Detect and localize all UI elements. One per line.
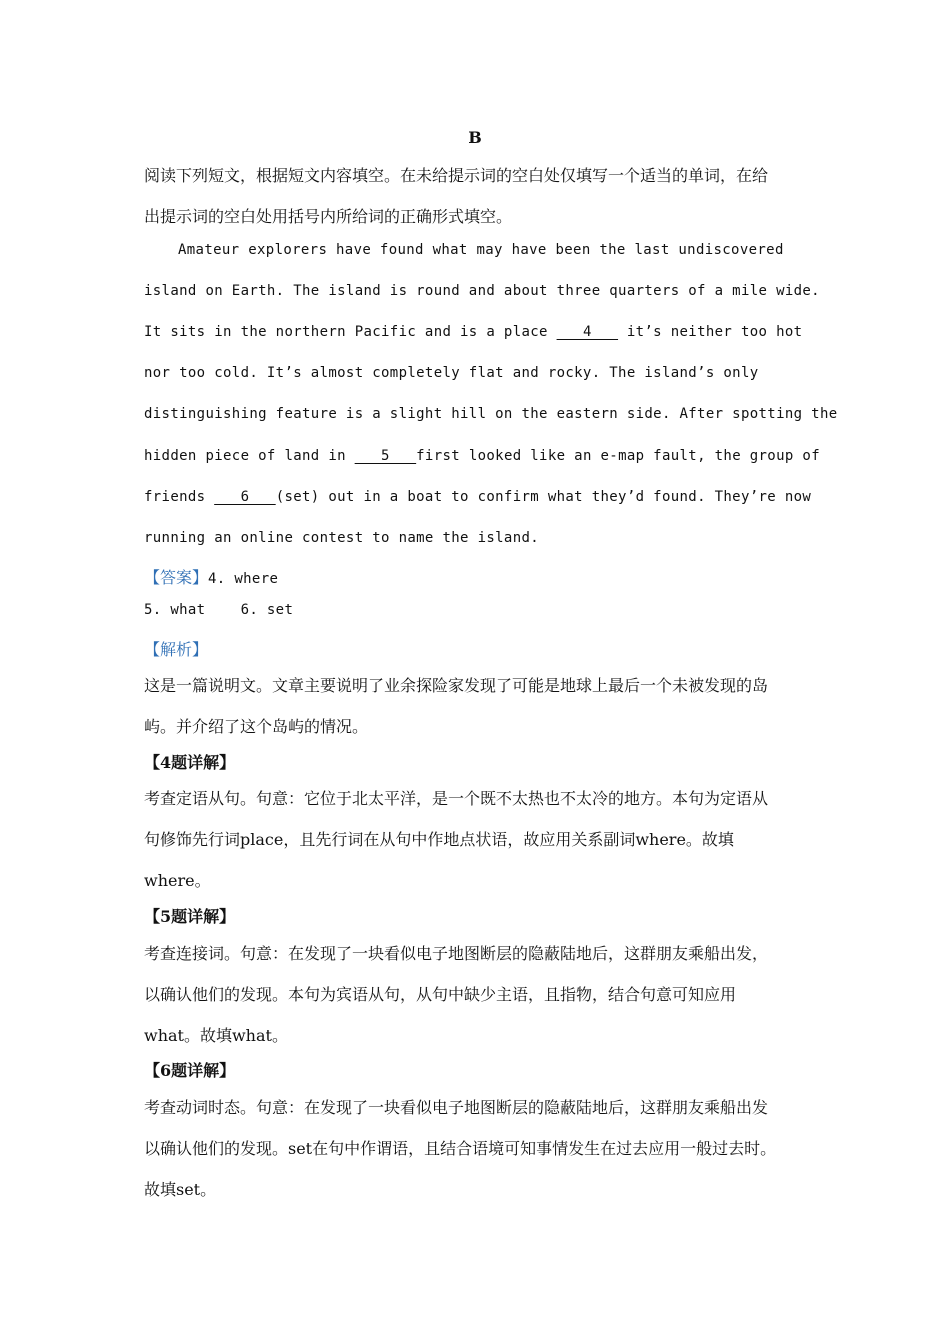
passage-line-5: distinguishing feature is a slight hill on the eastern side. After spotting the: [144, 406, 838, 422]
detail-5-line-2: 以确认他们的发现。本句为宾语从句，从句中缺少主语，且指物，结合句意可知应用: [144, 985, 737, 1004]
detail-6-heading: 【6题详解】: [144, 1061, 236, 1080]
detail-5-heading: 【5题详解】: [144, 907, 236, 926]
passage-line-6: [144, 448, 820, 464]
passage-text: it’s neither too hot: [618, 324, 803, 340]
detail-5-line-3: what。故填what。: [144, 1026, 288, 1045]
passage-line-8: running an online contest to name the island.: [144, 530, 540, 546]
passage-line-7: [144, 489, 811, 505]
detail-6-line-3: 故填set。: [144, 1180, 217, 1199]
detail-4-line-1: 考查定语从句。句意：它位于北太平洋，是一个既不太热也不太冷的地方。本句为定语从: [144, 789, 769, 808]
passage-text: It sits in the northern Pacific and is a place: [144, 324, 557, 340]
passage-text: first looked like an e-map fault, the group of: [416, 448, 820, 464]
passage-line-2: island on Earth. The island is round and about three quarters of a mile wide.: [144, 283, 820, 299]
answer-text: 4. where: [208, 571, 279, 587]
detail-4-line-2: 句修饰先行词place，且先行词在从句中作地点状语，故应用关系副词where。故填: [144, 830, 734, 849]
analysis-summary-1: 这是一篇说明文。文章主要说明了业余探险家发现了可能是地球上最后一个未被发现的岛: [144, 676, 769, 695]
section-title: B: [468, 128, 482, 147]
passage-line-1: Amateur explorers have found what may have been the last undiscovered: [178, 242, 784, 258]
analysis-label: 【解析】: [144, 640, 209, 659]
blank-6: ___6___: [214, 489, 276, 505]
passage-line-4: nor too cold. It’s almost completely flat and rocky. The island’s only: [144, 365, 759, 381]
detail-6-line-1: 考查动词时态。句意：在发现了一块看似电子地图断层的隐蔽陆地后，这群朋友乘船出发: [144, 1098, 769, 1117]
blank-5: ___5___: [354, 448, 417, 464]
passage-line-3: [144, 324, 802, 340]
instruction-line-1: 阅读下列短文，根据短文内容填空。在未给提示词的空白处仅填写一个适当的单词，在给: [144, 166, 769, 185]
answer-label: 【答案】: [144, 568, 209, 587]
answer-line-2: 5. what 6. set: [144, 602, 294, 618]
passage-text: friends: [144, 489, 215, 505]
blank-4: ___4___: [556, 324, 619, 340]
passage-text: (set) out in a boat to confirm what they’d found. They’re now: [275, 489, 812, 505]
detail-5-line-1: 考查连接词。句意：在发现了一块看似电子地图断层的隐蔽陆地后，这群朋友乘船出发，: [144, 944, 769, 963]
passage-text: hidden piece of land in: [144, 448, 355, 464]
detail-4-heading: 【4题详解】: [144, 753, 236, 772]
answer-line-1: [144, 565, 278, 588]
analysis-summary-2: 屿。并介绍了这个岛屿的情况。: [144, 717, 369, 736]
detail-6-line-2: 以确认他们的发现。set在句中作谓语，且结合语境可知事情发生在过去应用一般过去时。: [144, 1139, 777, 1158]
instruction-line-2: 出提示词的空白处用括号内所给词的正确形式填空。: [144, 207, 513, 226]
detail-4-line-3: where。: [144, 871, 211, 890]
